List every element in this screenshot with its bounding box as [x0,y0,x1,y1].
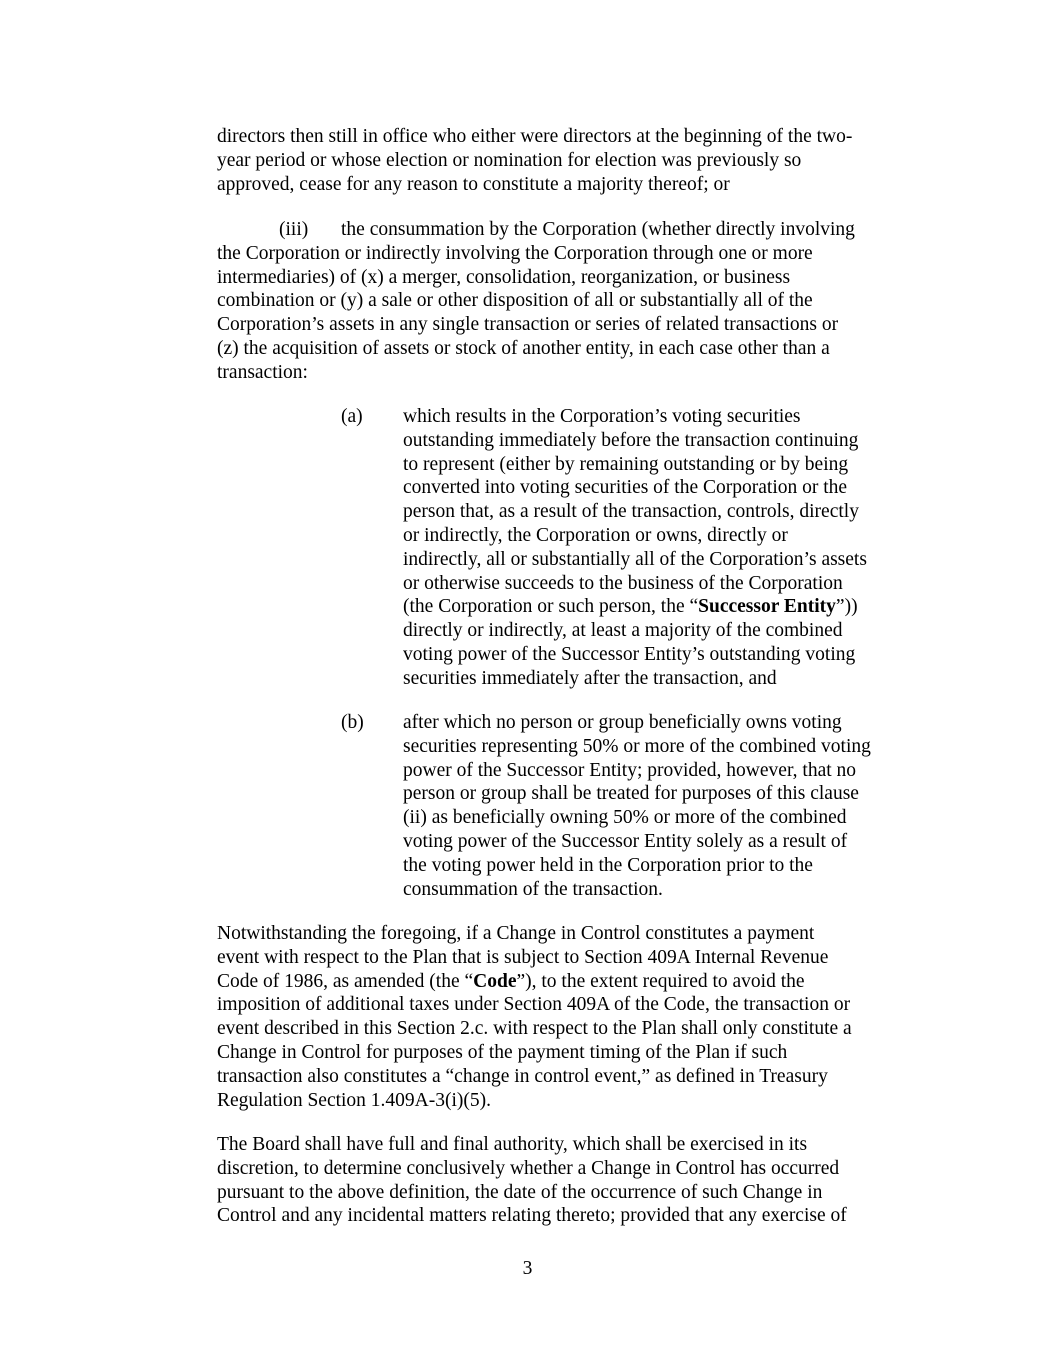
text-line: intermediaries) of (x) a merger, consolidation, reorganization, or business [217,266,791,288]
board-authority-paragraph [217,1133,907,1228]
subclause-b-marker: (b) [341,712,364,733]
text-line: Regulation Section 1.409A-3(i)(5). [217,1089,492,1111]
text-line: person that, as a result of the transaction, controls, directly [403,501,859,523]
text-line: converted into voting securities of the Corporation or the [403,477,848,499]
defined-term-line [217,970,907,994]
text-line: voting power of the Successor Entity’s outstanding voting [403,643,856,665]
defined-term-line [403,595,913,619]
text-fragment: (the Corporation or such person, the “ [403,596,699,618]
text-line: consummation of the transaction. [403,878,663,900]
defined-term-code: Code [473,970,517,992]
text-line: event with respect to the Plan that is subject to Section 409A Internal Revenue [217,946,829,968]
defined-term-successor-entity: Successor Entity [698,596,836,618]
text-line: approved, cease for any reason to constitute a majority thereof; or [217,173,730,195]
text-line: which results in the Corporation’s voting securities [403,406,801,427]
text-fragment: Code of 1986, as amended (the “ [217,970,474,992]
clause-iii [217,218,907,385]
text-line: outstanding immediately before the transaction continuing [403,429,859,451]
text-fragment: ”), to the extent required to avoid the [516,970,805,992]
text-line: transaction: [217,361,308,383]
text-line: after which no person or group beneficially owns voting [403,712,842,733]
text-line: Notwithstanding the foregoing, if a Change in Control constitutes a payment [217,923,815,944]
page-number: 3 [522,1258,533,1279]
text-line: transaction also constitutes a “change in control event,” as defined in Treasury [217,1065,828,1087]
text-line: Control and any incidental matters relating thereto; provided that any exercise of [217,1205,847,1227]
text-line: pursuant to the above definition, the date of the occurrence of such Change in [217,1181,823,1203]
text-line: The Board shall have full and final authority, which shall be exercised in its [217,1134,808,1155]
text-line: indirectly, all or substantially all of the Corporation’s assets [403,548,867,570]
text-fragment: ”)) [835,596,858,618]
text-line: year period or whose election or nomination for election was previously so [217,149,802,171]
text-line: to represent (either by remaining outstanding or by being [403,453,849,475]
text-line: the voting power held in the Corporation prior to the [403,854,813,876]
notwithstanding-paragraph [217,922,907,1112]
text-line: or indirectly, the Corporation or owns, directly or [403,524,788,546]
text-line: person or group shall be treated for purposes of this clause [403,783,859,805]
text-line: combination or (y) a sale or other disposition of all or substantially all of the [217,290,813,312]
clause-iii-first-line [217,218,907,242]
text-line: (z) the acquisition of assets or stock of another entity, in each case other than a [217,337,830,359]
text-line: event described in this Section 2.c. with respect to the Plan shall only constitute a [217,1018,852,1040]
text-line: the Corporation or indirectly involving the Corporation through one or more [217,242,813,264]
text-line: discretion, to determine conclusively whether a Change in Control has occurred [217,1157,840,1179]
clause-number: (iii) [279,219,309,240]
paragraph-continuation [217,125,907,196]
text-line: the consummation by the Corporation (whether directly involving [341,219,855,240]
text-line: power of the Successor Entity; provided, however, that no [403,759,857,781]
subclause-b [403,711,913,901]
text-line: (ii) as beneficially owning 50% or more of the combined [403,807,847,829]
text-line: securities immediately after the transaction, and [403,667,777,689]
text-line: voting power of the Successor Entity solely as a result of [403,830,848,852]
text-line: or otherwise succeeds to the business of the Corporation [403,572,843,594]
subclause-a-marker: (a) [341,406,363,427]
text-line: directors then still in office who either were directors at the beginning of the two- [217,126,853,147]
subclause-a [403,405,913,691]
text-line: Corporation’s assets in any single transaction or series of related transactions or [217,314,839,336]
text-line: securities representing 50% or more of the combined voting [403,735,871,757]
text-line: directly or indirectly, at least a majority of the combined [403,620,843,642]
text-line: Change in Control for purposes of the payment timing of the Plan if such [217,1041,788,1063]
text-line: imposition of additional taxes under Section 409A of the Code, the transaction or [217,994,851,1016]
